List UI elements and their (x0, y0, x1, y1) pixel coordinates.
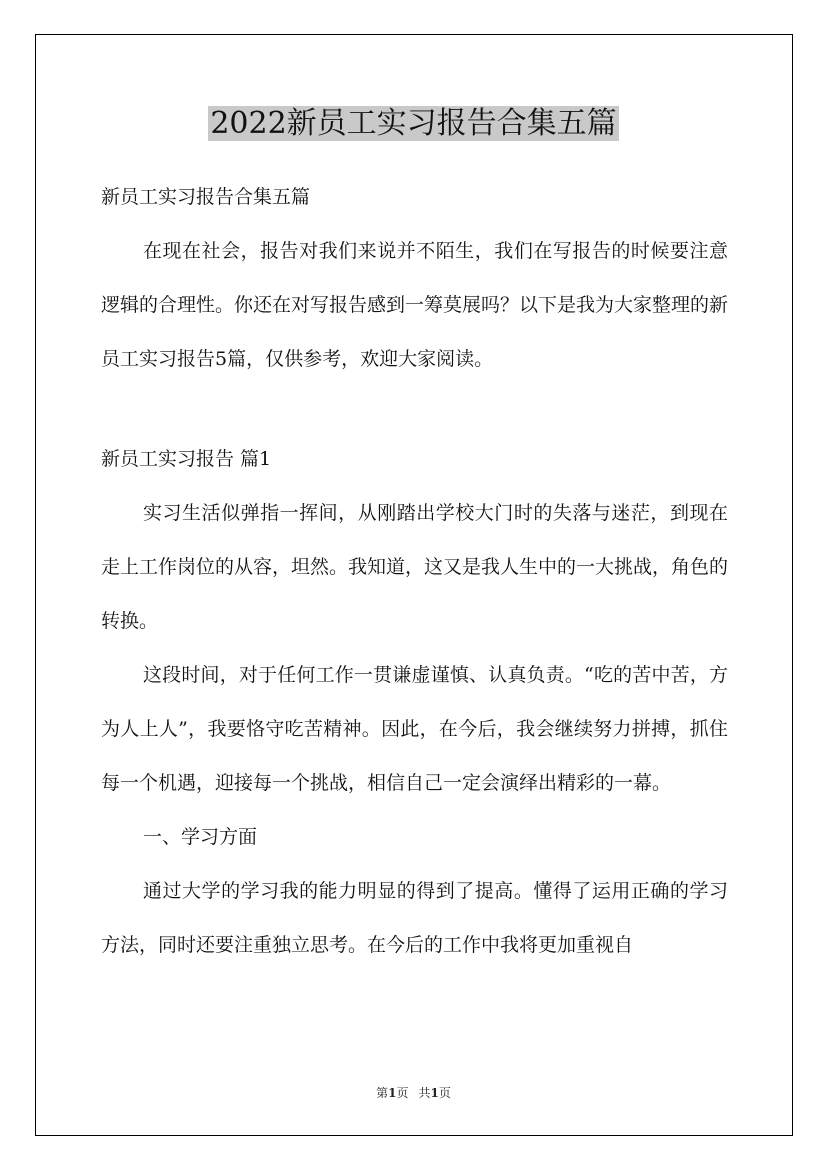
page-footer (0, 1085, 827, 1101)
section-heading: 新员工实习报告 篇1 (101, 448, 272, 470)
body-paragraph-2: 这段时间，对于任何工作一贯谦虚谨慎、认真负责。“吃的苦中苦，方为人上人”，我要恪守吃苦精神。因此，在今后，我会继续努力拼搏，抓住每一个机遇，迎接每一个挑战，相信自己一定会演绎出精彩的一幕。 (101, 664, 728, 794)
footer-page-suffix: 页 (396, 1086, 409, 1100)
footer-page-current: 1 (388, 1086, 397, 1100)
footer-total-prefix: 共 (418, 1086, 431, 1100)
footer-total-suffix: 页 (438, 1086, 451, 1100)
footer-page-prefix: 第 (376, 1086, 389, 1100)
document-body (101, 170, 728, 972)
subsection-heading: 一、学习方面 (143, 826, 258, 848)
document-title (0, 102, 827, 146)
body-paragraph-1: 实习生活似弹指一挥间，从刚踏出学校大门时的失落与迷茫，到现在走上工作岗位的从容，坦然。我知道，这又是我人生中的一大挑战，角色的转换。 (101, 502, 729, 632)
intro-paragraph: 在现在社会，报告对我们来说并不陌生，我们在写报告的时候要注意逻辑的合理性。你还在对写报告感到一筹莫展吗？以下是我为大家整理的新员工实习报告5篇，仅供参考，欢迎大家阅读。 (101, 240, 729, 370)
document-subtitle: 新员工实习报告合集五篇 (101, 186, 311, 208)
footer-page-total: 1 (430, 1086, 439, 1100)
body-paragraph-3: 通过大学的学习我的能力明显的得到了提高。懂得了运用正确的学习方法，同时还要注重独立思考。在今后的工作中我将更加重视自 (101, 880, 728, 956)
document-title-text: 2022新员工实习报告合集五篇 (210, 106, 617, 141)
